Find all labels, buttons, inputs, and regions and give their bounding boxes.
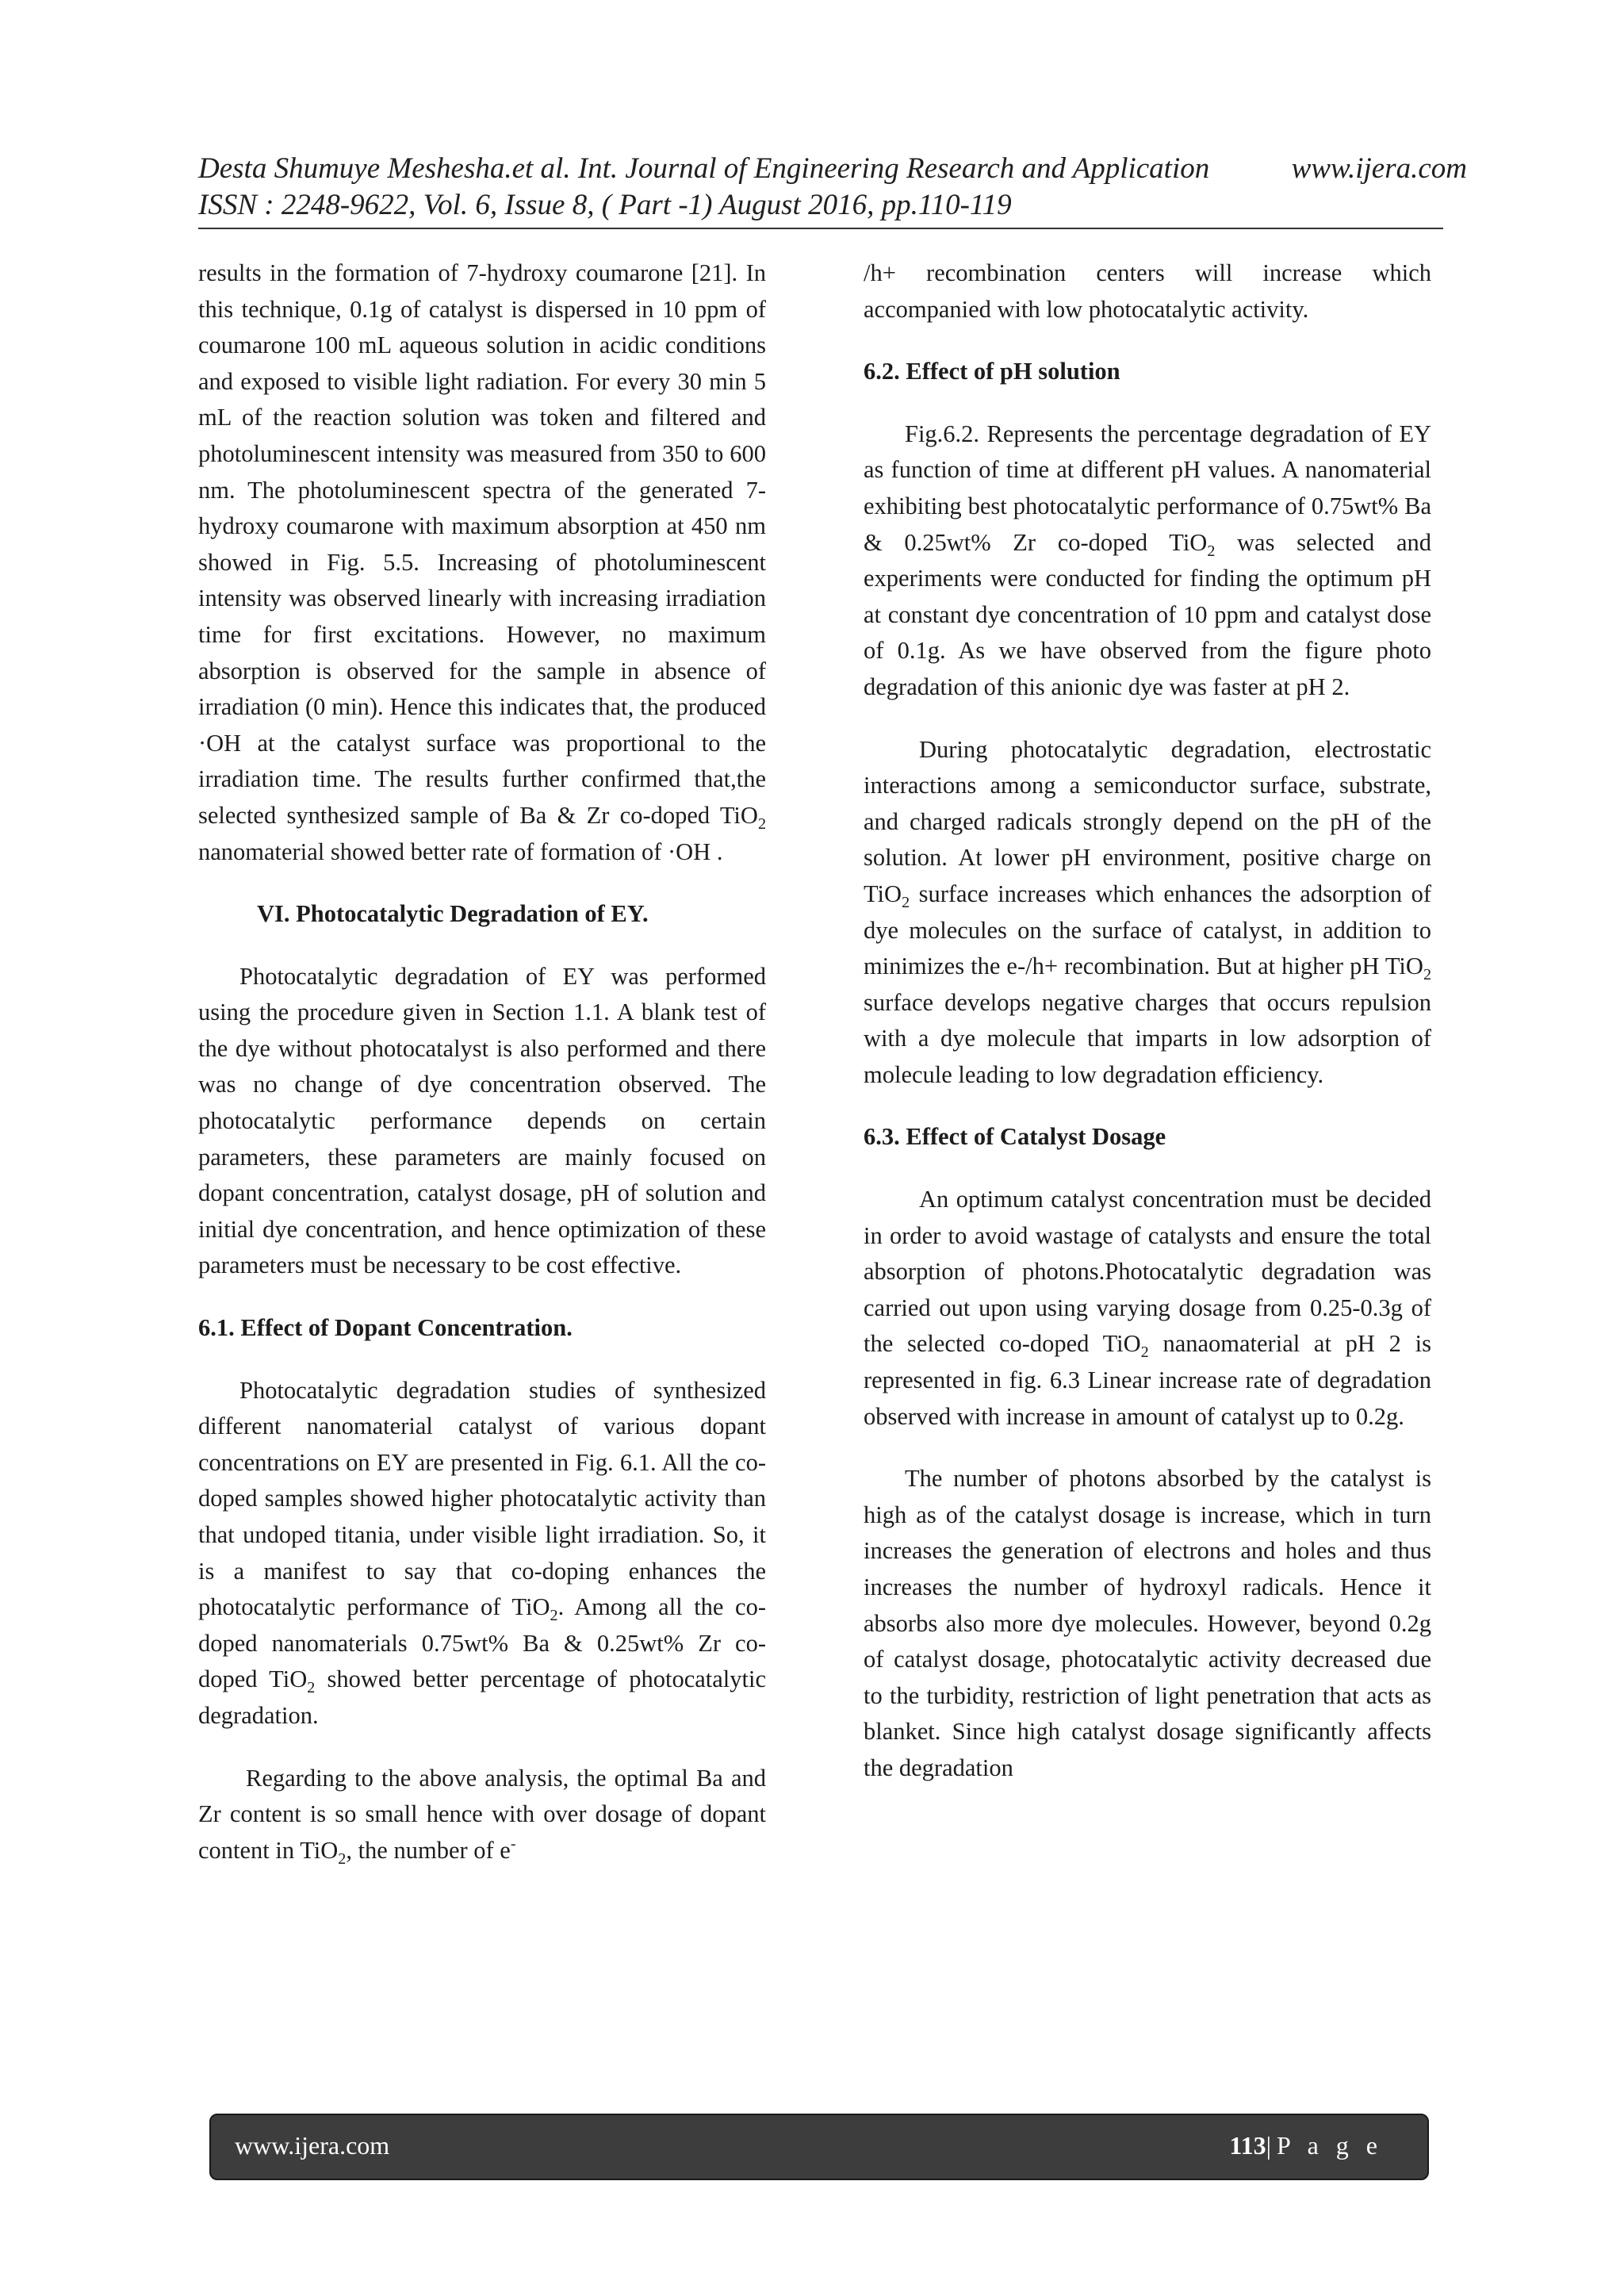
header-issn: ISSN : 2248-9622, Vol. 6, Issue 8, ( Part -1) August 2016, pp.110-119 [198,189,1012,221]
section-heading-vi: VI. Photocatalytic Degradation of EY. [257,900,649,928]
left-paragraph-1: results in the formation of 7-hydroxy coumarone [21]. In this technique, 0.1g of catalyst is dispersed in 10 ppm of coumarone 100 mL aqueous solution in acidic conditions and exposed to visible light radiation. For every 30 min 5 mL of the reaction solution was token and filtered and photoluminescent intensity was measured from 350 to 600 nm. The photoluminescent spectra of the generated 7-hydroxy coumarone with maximum absorption at 450 nm showed in Fig. 5.5. Increasing of photoluminescent intensity was observed linearly with increasing irradiation time for first excitations. However, no maximum absorption is observed for the sample in absence of irradiation (0 min). Hence this indicates that, the produced ·OH at the catalyst surface was proportional to the irradiation time. The results further confirmed that,the selected synthesized sample of Ba & Zr co-doped TiO$_2$ nanomaterial showed better rate of formation of ·OH . [198,259,766,865]
header-rule [198,228,1443,229]
right-column [864,255,1431,1787]
right-paragraph-4: An optimum catalyst concentration must be decided in order to avoid wastage of catalysts and ensure the total absorption of photons.Photocatalytic degradation was carried out upon using varying dosage from 0.25-0.3g of the selected co-doped TiO$_2$ nanaomaterial at pH 2 is represented in fig. 6.3 Linear increase rate of degradation observed with increase in amount of catalyst up to 0.2g. [864,1186,1432,1430]
right-paragraph-3: During photocatalytic degradation, electrostatic interactions among a semiconductor surface, substrate, and charged radicals strongly depend on the pH of the solution. At lower pH environment, positive charge on TiO$_2$ surface increases which enhances the adsorption of dye molecules on the surface of catalyst, in addition to minimizes the e-/h+ recombination. But at higher pH TiO$_2$ surface develops negative charges that occurs repulsion with a dye molecule that imparts in low adsorption of molecule leading to low degradation efficiency. [864,735,1431,1088]
header-website[interactable]: www.ijera.com [1291,152,1467,185]
running-header [198,151,1467,224]
left-paragraph-2: Photocatalytic degradation of EY was performed using the procedure given in Section 1.1. A blank test of the dye without photocatalyst is also performed and there was no change of dye concentration observed. The photocatalytic performance depends on certain parameters, these parameters are mainly focused on dopant concentration, catalyst dosage, pH of solution and initial dye concentration, and hence optimization of these parameters must be necessary to be cost effective. [198,962,766,1279]
section-heading-6-2: 6.2. Effect of pH solution [864,358,1120,385]
left-paragraph-4: Regarding to the above analysis, the optimal Ba and Zr content is so small hence with over dosage of dopant content in TiO$_2$, the number of e- [198,1764,766,1868]
footer-page-number: 113|P a g e [1229,2131,1383,2160]
right-paragraph-5: The number of photons absorbed by the catalyst is high as of the catalyst dosage is increase, which in turn increases the generation of electrons and holes and thus increases the number of hydroxyl radicals. Hence it absorbs also more dye molecules. However, beyond 0.2g of catalyst dosage, photocatalytic activity decreased due to the turbidity, restriction of light penetration that acts as blanket. Since high catalyst dosage significantly affects the degradation [864,1465,1431,1781]
right-paragraph-1: /h+ recombination centers will increase which accompanied with low photocatalytic activity. [864,259,1431,323]
footer-bar [209,2114,1429,2180]
right-paragraph-2: Fig.6.2. Represents the percentage degradation of EY as function of time at different pH values. A nanomaterial exhibiting best photocatalytic performance of 0.75wt% Ba & 0.25wt% Zr co-doped TiO$_2$ was selected and experiments were conducted for finding the optimum pH at constant dye concentration of 10 ppm and catalyst dose of 0.1g. As we have observed from the figure photo degradation of this anionic dye was faster at pH 2. [864,420,1431,700]
left-column [198,255,766,1869]
footer-url[interactable]: www.ijera.com [235,2131,390,2160]
left-paragraph-3: Photocatalytic degradation studies of synthesized different nanomaterial catalyst of various dopant concentrations on EY are presented in Fig. 6.1. All the co-doped samples showed higher photocatalytic activity than that undoped titania, under visible light irradiation. So, it is a manifest to say that co-doping enhances the photocatalytic performance of TiO$_2$. Among all the co-doped nanomaterials 0.75wt% Ba & 0.25wt% Zr co-doped TiO$_2$ showed better percentage of photocatalytic degradation. [198,1376,766,1729]
header-authors-journal: Desta Shumuye Meshesha.et al. Int. Journal of Engineering Research and Application [198,152,1210,185]
section-heading-6-3: 6.3. Effect of Catalyst Dosage [864,1123,1166,1151]
section-heading-6-1: 6.1. Effect of Dopant Concentration. [198,1314,573,1342]
